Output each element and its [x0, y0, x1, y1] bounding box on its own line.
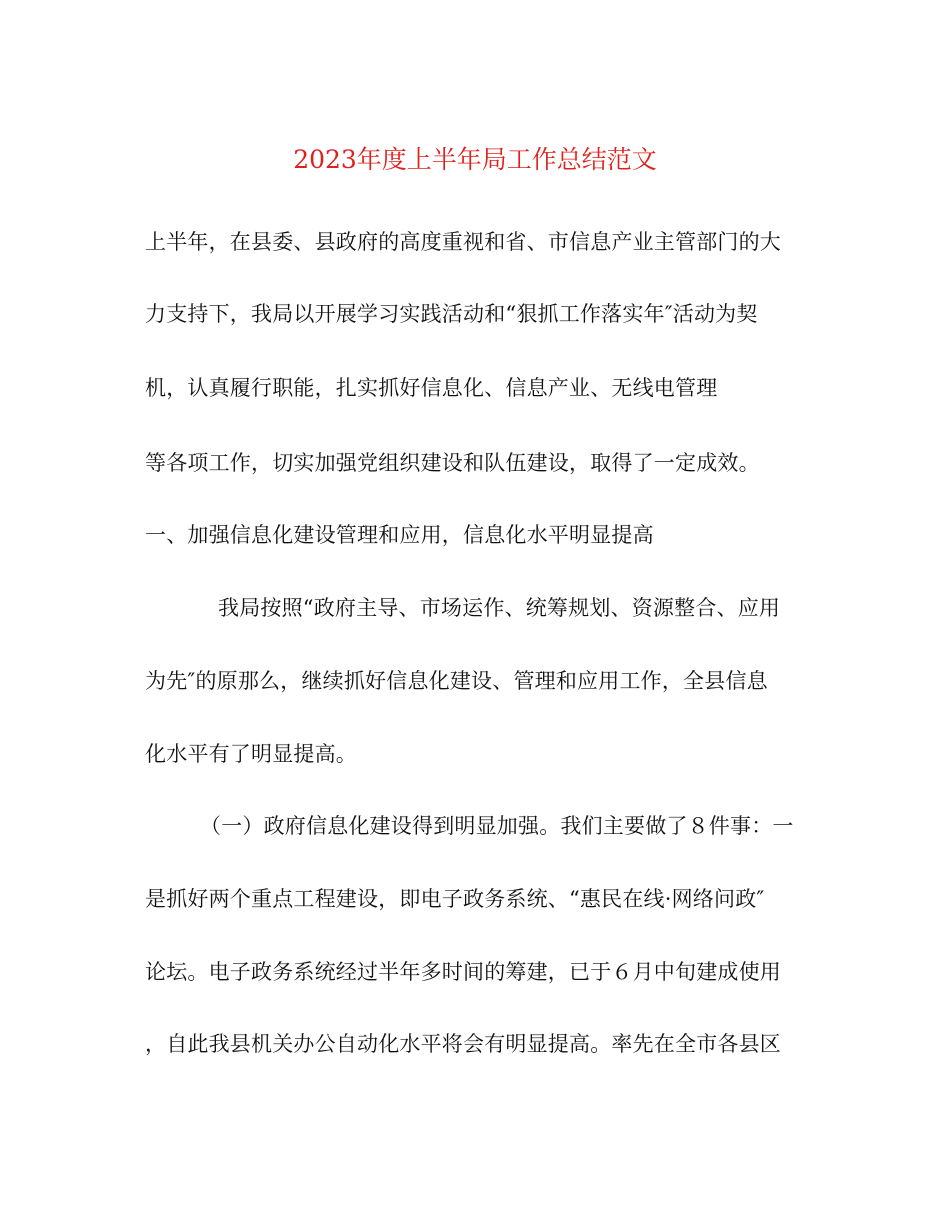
- paragraph-line: 是抓好两个重点工程建设，即电子政务系统、“惠民在线·网络问政″: [145, 887, 765, 911]
- document-title: 2023年度上半年局工作总结范文: [293, 145, 657, 174]
- paragraph-line: 上半年，在县委、县政府的高度重视和省、市信息产业主管部门的大: [145, 230, 781, 254]
- section-heading: 一、加强信息化建设管理和应用，信息化水平明显提高: [145, 523, 654, 547]
- paragraph-line: 化水平有了明显提高。: [145, 742, 357, 766]
- paragraph-line: ，自此我县机关办公自动化水平将会有明显提高。率先在全市各县区: [145, 1032, 781, 1056]
- paragraph-line: 等各项工作，切实加强党组织建设和队伍建设，取得了一定成效。: [145, 451, 760, 475]
- paragraph-line: 论坛。电子政务系统经过半年多时间的筹建，已于６月中旬建成使用: [145, 960, 781, 984]
- paragraph-line: 机，认真履行职能，扎实抓好信息化、信息产业、无线电管理: [145, 376, 718, 400]
- paragraph-line: （一）政府信息化建设得到明显加强。我们主要做了８件事：一: [200, 814, 794, 838]
- paragraph-line: 力支持下，我局以开展学习实践活动和“狠抓工作落实年″活动为契: [145, 302, 758, 326]
- paragraph-line: 我局按照“政府主导、市场运作、统筹规划、资源整合、应用: [218, 596, 781, 620]
- paragraph-line: 为先″的原那么，继续抓好信息化建设、管理和应用工作，全县信息: [145, 669, 768, 693]
